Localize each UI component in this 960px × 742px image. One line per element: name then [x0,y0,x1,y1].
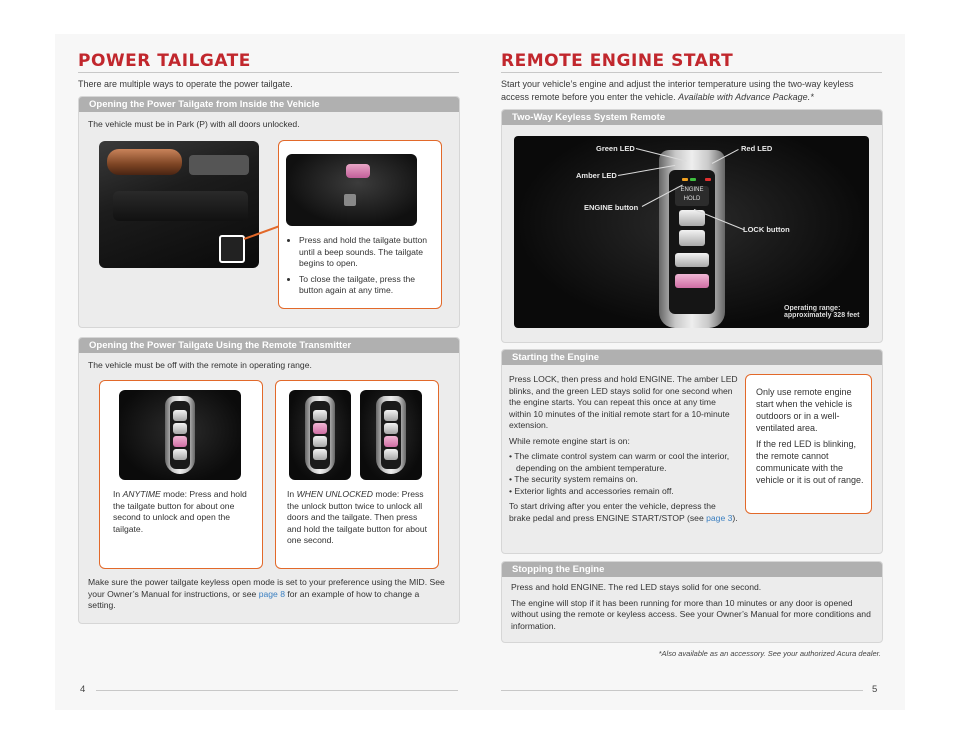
panel-header: Stopping the Engine [502,562,882,577]
p3-text-end: ). [732,512,738,523]
unlock-button[interactable] [679,230,705,246]
mode-name: WHEN UNLOCKED [296,489,373,499]
text-pre: In [287,489,297,499]
footer-rule-right [501,690,863,691]
door-panel-photo [99,141,259,268]
tailgate-button[interactable] [675,253,709,267]
panel-header: Starting the Engine [502,350,882,365]
starting-paragraph-2: While remote engine start is on: [509,435,630,446]
starting-bullet-climate: • The climate control system can warm or cool the interior, depending on the ambient temperature. [509,451,730,473]
title-rule [78,72,459,73]
stopping-paragraph-2: The engine will stop if it has been running for more than 10 minutes or any door is opened without using the remote or keyless access. See your Owner’s Manual for more conditions and information. [511,597,871,631]
callout-ventilation: Only use remote engine start when the vehicle is outdoors or in a well-ventilated area. [756,387,853,433]
intro-text: There are multiple ways to operate the power tailgate. [78,79,293,89]
p3-text: To start driving after you enter the vehicle, depress the brake pedal and press ENGINE START/STOP (see [509,501,716,523]
bullet-close: • To close the tailgate, press the button again at any time. [299,274,436,297]
two-way-remote-fob [659,150,725,328]
panel-text: The vehicle must be in Park (P) with all doors unlocked. [88,119,300,129]
page-title-remote-engine-start: REMOTE ENGINE START [501,51,734,71]
engine-hold-label: HOLD [683,196,701,202]
remote-fob-photo-2 [360,390,422,480]
intro-text [501,78,871,103]
panel-header: Opening the Power Tailgate Using the Remote Transmitter [79,338,459,353]
range-line-2: approximately 328 feet [784,312,860,319]
callout-red-led: If the red LED is blinking, the remote cannot communicate with the vehicle or it is out of range. [756,439,864,485]
panel-header: Opening the Power Tailgate from Inside the Vehicle [79,97,459,112]
page-title-power-tailgate: POWER TAILGATE [78,51,251,71]
footer-rule-left [96,690,458,691]
page-number-left: 4 [80,684,86,695]
when-unlocked-mode-text [287,489,429,547]
remote-fob-photo-1 [289,390,351,480]
green-led [690,178,696,181]
lock-button-label: LOCK button [743,225,790,234]
remote-fob [376,396,406,474]
engine-button[interactable] [675,186,709,206]
text-pre: In [113,489,123,499]
intro-body: Start your vehicle’s engine and adjust the interior temperature using the two-way keyless access remote before you enter the vehicle. [501,79,854,102]
panic-button[interactable] [675,274,709,288]
intro-availability: Available with Advance Package.* [678,91,814,102]
starting-paragraph-3 [509,501,738,524]
starting-paragraph-1: Press LOCK, then press and hold ENGINE. The amber LED blinks, and the green LED stays solid for one second when the engine starts. You can repeat this once at any time within 10 minutes of the initial remote start for a 10-minute extension. [509,374,738,430]
safety-callout-text [756,386,864,490]
engine-button-label: ENGINE button [584,203,639,212]
green-led-label: Green LED [596,144,635,153]
page-number-right: 5 [872,684,878,695]
remote-fob-photo [119,390,241,480]
two-way-remote-photo [514,136,869,328]
keyless-open-note [88,577,448,612]
text-post: mode: Press the unlock button twice to unlock all doors and the tailgate. Then press and hold the tailgate button for about one second. [287,489,427,545]
stopping-instructions [511,582,871,636]
panel-text: The vehicle must be off with the remote in operating range. [88,360,312,370]
tailgate-button-photo [286,154,417,226]
bullet-press-hold: • Press and hold the tailgate button until a beep sounds. The tailgate begins to open. [299,235,436,270]
stopping-paragraph-1: Press and hold ENGINE. The red LED stays solid for one second. [511,582,762,592]
panel-header: Two-Way Keyless System Remote [502,110,882,125]
anytime-mode-text [113,489,255,535]
page-8-link[interactable]: page 8 [258,588,285,599]
starting-bullet-lights: • Exterior lights and accessories remain off. [509,485,674,496]
remote-fob [305,396,335,474]
engine-button-label: ENGINE [680,187,704,193]
mode-name: ANYTIME [122,489,161,499]
note-text-end: for an example of how to change a setting. [88,588,420,610]
starting-instructions [509,374,738,528]
page-3-link[interactable]: page 3 [706,512,733,523]
tailgate-bullets [288,235,436,301]
text-post: mode: Press and hold the tailgate button for about one second to unlock and open the tailgate. [113,489,247,534]
amber-led-label: Amber LED [576,171,617,180]
accessory-footnote: *Also available as an accessory. See your authorized Acura dealer. [658,649,881,658]
remote-fob [165,396,195,474]
title-rule [501,72,882,73]
red-led [705,178,711,181]
operating-range-label [784,305,859,319]
note-text: Make sure the power tailgate keyless open mode is set to your preference using the MID. See your Owner’s Manual for instructions, or see [88,577,445,599]
starting-bullet-security: • The security system remains on. [509,474,638,484]
red-led-label: Red LED [741,144,773,153]
range-line-1: Operating range: [784,305,841,312]
amber-led [682,178,688,181]
